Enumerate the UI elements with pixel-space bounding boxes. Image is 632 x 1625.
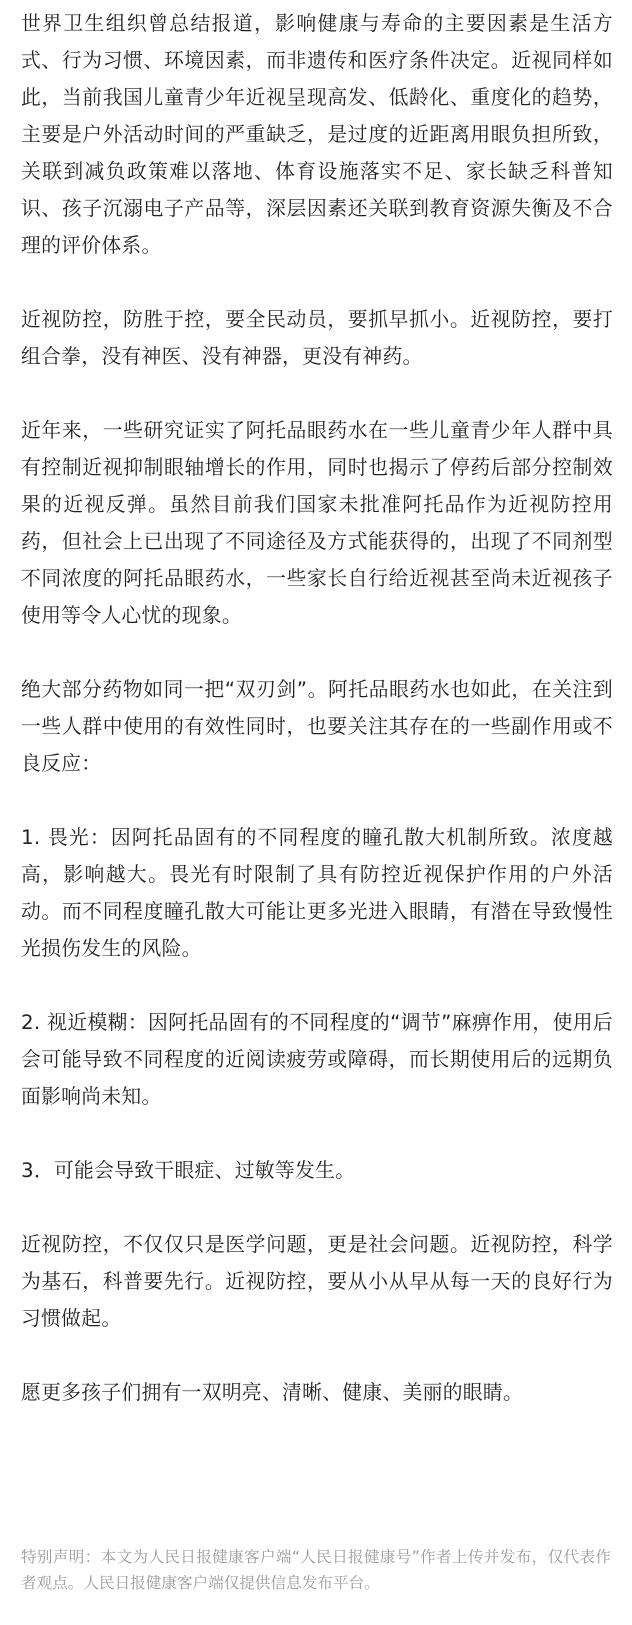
paragraph-spacer — [21, 967, 613, 1004]
side-effect-item-photophobia: 1. 畏光：因阿托品固有的不同程度的瞳孔散大机制所致。浓度越高，影响越大。畏光有时限制了具有防控近视保护作用的户外活动。而不同程度瞳孔散大可能让更多光进入眼睛，有潜在导致慢性光损伤发生的风险。 — [21, 826, 613, 960]
paragraph-social-issue: 近视防控，不仅仅只是医学问题，更是社会问题。近视防控，科学为基石，科普要先行。近视防控，要从小从早从每一天的良好行为习惯做起。 — [21, 1233, 613, 1330]
disclaimer-notice: 特别声明：本文为人民日报健康客户端“人民日报健康号”作者上传并发布，仅代表作者观点。人民日报健康客户端仅提供信息发布平台。 — [21, 1548, 611, 1592]
paragraph-spacer — [21, 1337, 613, 1374]
paragraph-spacer — [21, 264, 613, 301]
paragraph-atropine-research: 近年来，一些研究证实了阿托品眼药水在一些儿童青少年人群中具有控制近视抑制眼轴增长的作用，同时也揭示了停药后部分控制效果的近视反弹。虽然目前我们国家未批准阿托品作为近视防控用药，但社会上已出现了不同途径及方式能获得的，出现了不同剂型不同浓度的阿托品眼药水，一些家长自行给近视甚至尚未近视孩子使用等令人心忧的现象。 — [21, 419, 613, 627]
paragraph-spacer — [21, 782, 613, 819]
article-body — [21, 0, 613, 1411]
paragraph-closing-wish: 愿更多孩子们拥有一双明亮、清晰、健康、美丽的眼睛。 — [21, 1381, 524, 1404]
paragraph-spacer — [21, 375, 613, 412]
paragraph-who-lifestyle: 世界卫生组织曾总结报道，影响健康与寿命的主要因素是生活方式、行为习惯、环境因素，而非遗传和医疗条件决定。近视同样如此，当前我国儿童青少年近视呈现高发、低龄化、重度化的趋势，主要是户外活动时间的严重缺乏，是过度的近距离用眼负担所致，关联到减负政策难以落地、体育设施落实不足、家长缺乏科普知识、孩子沉溺电子产品等，深层因素还关联到教育资源失衡及不合理的评价体系。 — [21, 12, 613, 257]
side-effect-item-near-blur: 2. 视近模糊：因阿托品固有的不同程度的“调节”麻痹作用，使用后会可能导致不同程度的近阅读疲劳或障碍，而长期使用后的远期负面影响尚未知。 — [21, 1011, 613, 1108]
paragraph-prevention-principle: 近视防控，防胜于控，要全民动员，要抓早抓小。近视防控，要打组合拳，没有神医、没有神器，更没有神药。 — [21, 308, 613, 368]
paragraph-spacer — [21, 1115, 613, 1152]
paragraph-spacer — [21, 634, 613, 671]
side-effect-item-dry-eye: 3．可能会导致干眼症、过敏等发生。 — [21, 1159, 356, 1182]
paragraph-double-edged-sword: 绝大部分药物如同一把“双刃剑”。阿托品眼药水也如此，在关注到一些人群中使用的有效性同时，也要关注其存在的一些副作用或不良反应： — [21, 678, 613, 775]
paragraph-spacer — [21, 1189, 613, 1226]
